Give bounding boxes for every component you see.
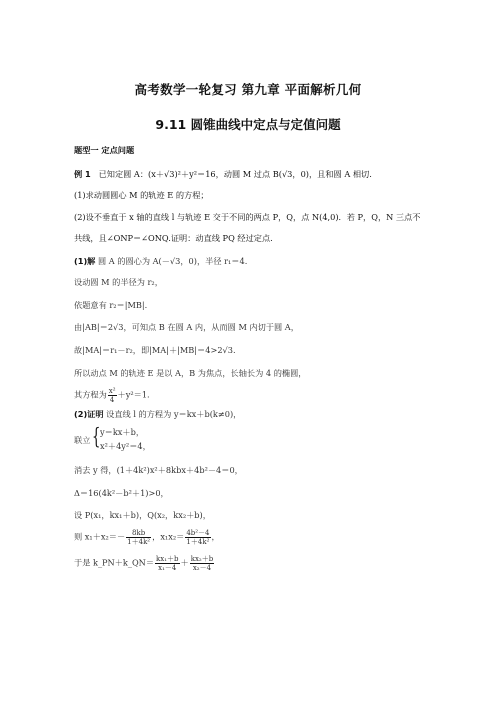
fraction-numerator: kx₁＋b	[156, 555, 179, 563]
solution-2-line-7	[74, 555, 215, 572]
slope-qn-fraction	[190, 555, 214, 572]
equation-rest: ＋y²＝1.	[117, 389, 150, 400]
solution-1-line-3: 依题意有 r₂＝|MB|.	[74, 300, 148, 310]
example-1-statement	[74, 169, 372, 180]
solution-2-line-6	[74, 529, 220, 546]
solution-2-label: (2)证明	[74, 409, 104, 419]
fraction-numerator: 8kb	[126, 529, 151, 538]
system-equation-1: y＝kx＋b，	[100, 427, 145, 437]
ellipse-fraction	[108, 387, 117, 404]
solution-2-text: 设直线 l 的方程为 y＝kx＋b(k≠0)，	[103, 409, 242, 419]
example-label: 例 1	[74, 169, 91, 179]
solution-1-label: (1)解	[74, 256, 96, 266]
solution-2-line-1	[74, 409, 241, 420]
solution-1-line-1	[74, 256, 247, 267]
system-equation-2: x²＋4y²＝4，	[100, 441, 151, 451]
solution-1-line-4: 由|AB|＝2√3，可知点 B 在圆 A 内，从而圆 M 内切于圆 A，	[74, 322, 299, 332]
system-label: 联立	[74, 435, 91, 445]
solution-1-line-2: 设动圆 M 的半径为 r₂，	[74, 277, 163, 287]
solution-2-line-4: Δ＝16(4k²－b²＋1)>0，	[74, 488, 169, 498]
question-2-line-2: 共线，且∠ONP＝∠ONQ.证明：动直线 PQ 经过定点.	[74, 233, 273, 243]
solution-1-text: 圆 A 的圆心为 A(－√3，0)，半径 r₁＝4.	[95, 256, 248, 266]
section-title: 9.11 圆锥曲线中定点与定值问题	[155, 117, 341, 132]
fraction-denominator: 1＋4k²	[127, 538, 151, 546]
chapter-title: 高考数学一轮复习 第九章 平面解析几何	[134, 82, 362, 97]
punctuation: ，	[211, 531, 220, 542]
system-brace: {	[92, 425, 101, 450]
fraction-denominator: 4	[109, 396, 115, 404]
fraction-denominator: x₁－4	[158, 564, 177, 572]
question-2-line-1: (2)设不垂直于 x 轴的直线 l 与轨迹 E 交于不同的两点 P，Q，点 N(4,0)．若 P，Q，N 三点不	[74, 212, 421, 222]
solution-1-line-7	[74, 387, 150, 404]
vieta-product-label: ，x₁x₂＝	[152, 531, 185, 542]
example-text: 已知定圆 A：(x＋√3)²＋y²＝16，动圆 M 过点 B(√3，0)，且和圆 A 相切.	[98, 169, 372, 179]
vieta-product-fraction	[185, 529, 210, 546]
solution-1-line-6: 所以动点 M 的轨迹 E 是以 A，B 为焦点，长轴长为 4 的椭圆，	[74, 368, 307, 378]
question-type-label: 题型一 定点问题	[74, 145, 135, 155]
question-1: (1)求动圆圆心 M 的轨迹 E 的方程；	[74, 190, 209, 200]
plus-sign: ＋	[180, 557, 189, 568]
solution-1-line-5: 故|MA|＝r₁－r₂，即|MA|＋|MB|＝4>2√3.	[74, 345, 236, 355]
vieta-sum-fraction	[126, 529, 151, 546]
solution-2-line-5: 设 P(x₁，kx₁＋b)，Q(x₂，kx₂＋b)，	[74, 510, 211, 520]
vieta-sum-label: 则 x₁＋x₂＝－	[74, 531, 126, 542]
equation-intro: 其方程为	[74, 389, 107, 400]
slope-pn-fraction	[155, 555, 179, 572]
fraction-denominator: x₂－4	[192, 564, 212, 572]
slope-sum-label: 于是 k_PN＋k_QN＝	[74, 557, 155, 568]
fraction-denominator: 1＋4k²	[186, 538, 210, 546]
fraction-numerator: x²	[108, 387, 116, 395]
solution-2-line-3: 消去 y 得，(1＋4k²)x²＋8kbx＋4b²－4＝0，	[74, 465, 243, 475]
fraction-numerator: kx₂＋b	[190, 555, 214, 563]
fraction-numerator: 4b²－4	[186, 529, 210, 537]
